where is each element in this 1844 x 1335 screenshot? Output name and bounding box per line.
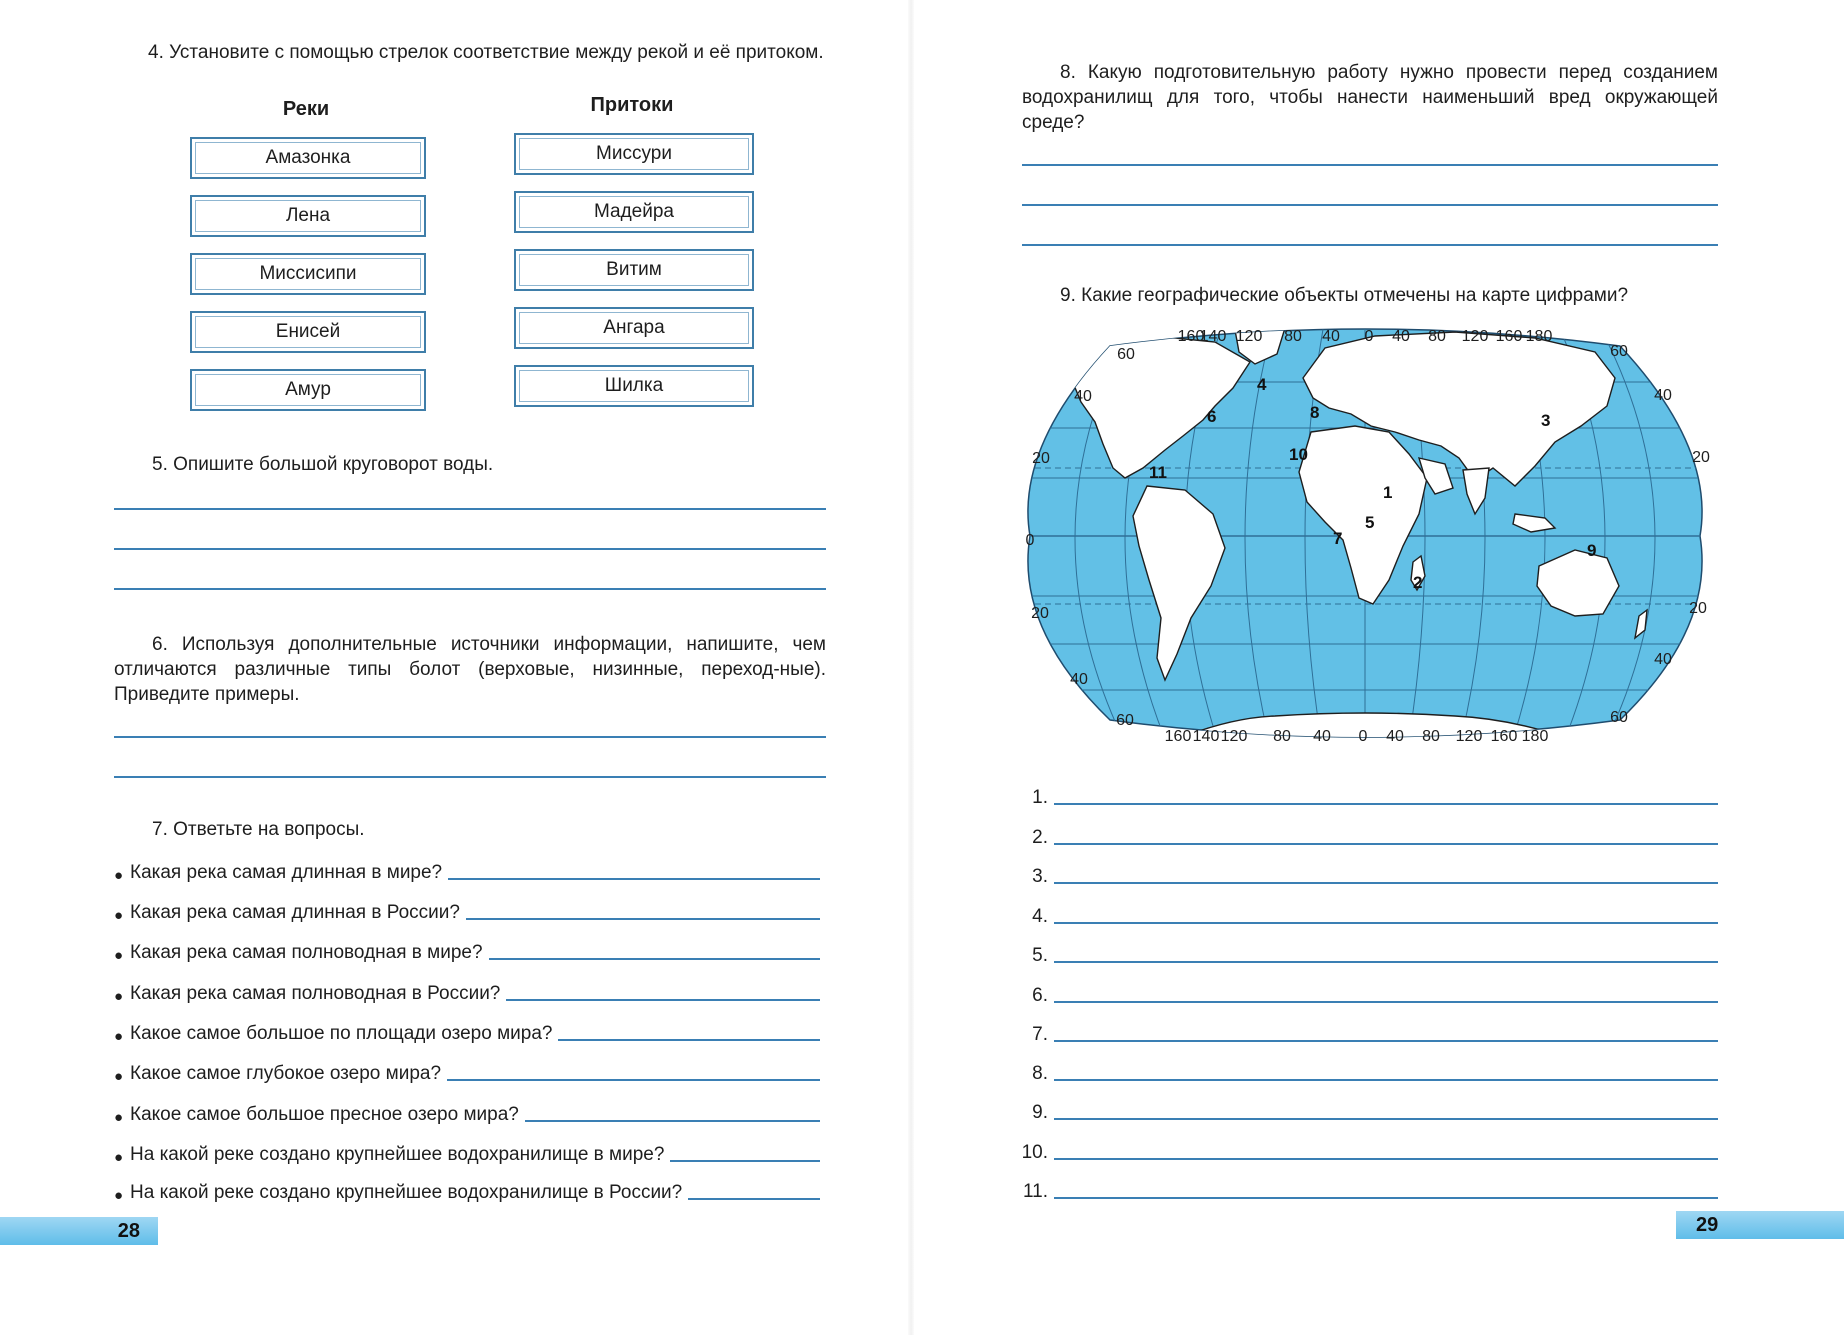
question-7-item[interactable]: ● Какое самое большое по площади озеро мира? bbox=[114, 1019, 820, 1045]
answer-line[interactable] bbox=[1054, 1197, 1718, 1199]
question-7-item[interactable]: ● На какой реке создано крупнейшее водохранилище в России? bbox=[114, 1178, 820, 1204]
longitude-label: 120 bbox=[1235, 328, 1263, 345]
answer-row[interactable]: 10. bbox=[998, 1138, 1718, 1164]
bullet: ● bbox=[114, 867, 124, 884]
answer-line[interactable] bbox=[489, 958, 820, 960]
bullet: ● bbox=[114, 1149, 124, 1166]
answer-line[interactable] bbox=[114, 736, 826, 738]
longitude-label: 140 bbox=[1199, 328, 1227, 345]
map-marker: 1 bbox=[1383, 483, 1393, 502]
answer-line[interactable] bbox=[670, 1160, 820, 1162]
question-7-item[interactable]: ● Какая река самая длинная в мире? bbox=[114, 858, 820, 884]
answer-line[interactable] bbox=[114, 776, 826, 778]
longitude-label: 0 bbox=[1358, 728, 1368, 745]
latitude-label: 20 bbox=[1689, 600, 1707, 617]
latitude-label: 40 bbox=[1070, 671, 1088, 688]
latitude-label: 40 bbox=[1654, 387, 1672, 404]
answer-row[interactable]: 2. bbox=[998, 823, 1718, 849]
question-5-text: 5. Опишите большой круговорот воды. bbox=[152, 454, 494, 475]
map-marker: 11 bbox=[1149, 463, 1167, 482]
page-number: 29 bbox=[1696, 1213, 1719, 1236]
answer-row[interactable]: 1. bbox=[998, 783, 1718, 809]
latitude-label: 60 bbox=[1117, 346, 1135, 363]
bullet: ● bbox=[114, 907, 124, 924]
bullet: ● bbox=[114, 1028, 124, 1045]
question-8-text: 8. Какую подготовительную работу нужно провести перед созданием водохранилищ для того, чтобы нанести наименьший вред окружающей среде? bbox=[1022, 62, 1718, 133]
answer-row[interactable]: 8. bbox=[998, 1059, 1718, 1085]
answer-line[interactable] bbox=[558, 1039, 820, 1041]
longitude-label: 80 bbox=[1422, 728, 1440, 745]
longitude-label: 40 bbox=[1386, 728, 1404, 745]
rivers-column-header: Реки bbox=[282, 98, 330, 120]
page-number-badge bbox=[1676, 1211, 1844, 1239]
page-number: 28 bbox=[117, 1219, 140, 1242]
answer-row[interactable]: 11. bbox=[998, 1177, 1718, 1203]
question-6-text: 6. Используя дополнительные источники информации, напишите, чем отличаются различные типы болот (верховые, низинные, переход-ные). Приведите примеры. bbox=[114, 634, 826, 705]
latitude-label: 20 bbox=[1032, 450, 1050, 467]
answer-line[interactable] bbox=[1022, 204, 1718, 206]
bullet: ● bbox=[114, 1109, 124, 1126]
map-marker: 9 bbox=[1587, 541, 1597, 560]
longitude-label: 40 bbox=[1313, 728, 1331, 745]
answer-row[interactable]: 3. bbox=[998, 862, 1718, 888]
longitude-label: 140 bbox=[1192, 728, 1220, 745]
map-marker: 6 bbox=[1207, 407, 1217, 426]
question-7-item[interactable]: ● Какое самое большое пресное озеро мира? bbox=[114, 1100, 820, 1126]
latitude-label: 20 bbox=[1031, 605, 1049, 622]
longitude-label: 120 bbox=[1455, 728, 1483, 745]
answer-line[interactable] bbox=[1054, 1001, 1718, 1003]
bullet: ● bbox=[114, 1187, 124, 1204]
longitude-label: 160 bbox=[1164, 728, 1192, 745]
river-box[interactable]: Миссисипи bbox=[190, 253, 426, 295]
map-marker: 2 bbox=[1413, 573, 1423, 592]
tributary-box[interactable]: Миссури bbox=[514, 133, 754, 175]
answer-line[interactable] bbox=[1022, 164, 1718, 166]
question-7-item[interactable]: ● Какая река самая полноводная в мире? bbox=[114, 938, 820, 964]
longitude-label: 0 bbox=[1364, 328, 1374, 345]
answer-line[interactable] bbox=[1054, 1040, 1718, 1042]
bullet: ● bbox=[114, 1068, 124, 1085]
longitude-label: 180 bbox=[1525, 328, 1553, 345]
map-coordinate-labels bbox=[1015, 318, 1735, 758]
answer-line[interactable] bbox=[114, 508, 826, 510]
longitude-label: 160 bbox=[1490, 728, 1518, 745]
question-7-text: 7. Ответьте на вопросы. bbox=[152, 819, 365, 840]
answer-line[interactable] bbox=[1054, 1118, 1718, 1120]
longitude-label: 40 bbox=[1392, 328, 1410, 345]
question-7-item[interactable]: ● Какое самое глубокое озеро мира? bbox=[114, 1059, 820, 1085]
river-box[interactable]: Лена bbox=[190, 195, 426, 237]
answer-line[interactable] bbox=[114, 588, 826, 590]
map-marker: 10 bbox=[1289, 445, 1308, 464]
tributary-box[interactable]: Шилка bbox=[514, 365, 754, 407]
bullet: ● bbox=[114, 947, 124, 964]
answer-line[interactable] bbox=[448, 878, 820, 880]
map-marker: 5 bbox=[1365, 513, 1375, 532]
answer-line[interactable] bbox=[1054, 803, 1718, 805]
latitude-label: 0 bbox=[1025, 532, 1035, 549]
river-box[interactable]: Енисей bbox=[190, 311, 426, 353]
river-box[interactable]: Амур bbox=[190, 369, 426, 411]
river-box[interactable]: Амазонка bbox=[190, 137, 426, 179]
answer-line[interactable] bbox=[447, 1079, 820, 1081]
tributary-box[interactable]: Витим bbox=[514, 249, 754, 291]
answer-line[interactable] bbox=[1054, 961, 1718, 963]
longitude-label: 160 bbox=[1495, 328, 1523, 345]
latitude-label: 20 bbox=[1692, 449, 1710, 466]
tributaries-column-header: Притоки bbox=[590, 94, 674, 116]
answer-line[interactable] bbox=[1054, 882, 1718, 884]
question-4-text: 4. Установите с помощью стрелок соответствие между рекой и её притоком. bbox=[148, 42, 824, 63]
longitude-label: 160 bbox=[1177, 328, 1205, 345]
longitude-label: 40 bbox=[1322, 328, 1340, 345]
answer-row[interactable]: 6. bbox=[998, 981, 1718, 1007]
answer-line[interactable] bbox=[1054, 1079, 1718, 1081]
longitude-label: 80 bbox=[1428, 328, 1446, 345]
answer-line[interactable] bbox=[1054, 1158, 1718, 1160]
page-number-badge bbox=[0, 1217, 158, 1245]
answer-line[interactable] bbox=[114, 548, 826, 550]
answer-line[interactable] bbox=[466, 918, 820, 920]
bullet: ● bbox=[114, 988, 124, 1005]
longitude-label: 80 bbox=[1273, 728, 1291, 745]
question-7-item[interactable]: ● Какая река самая полноводная в России? bbox=[114, 979, 820, 1005]
answer-line[interactable] bbox=[1022, 244, 1718, 246]
longitude-label: 120 bbox=[1220, 728, 1248, 745]
latitude-label: 60 bbox=[1610, 709, 1628, 726]
answer-row[interactable]: 7. bbox=[998, 1020, 1718, 1046]
question-7-item[interactable]: ● На какой реке создано крупнейшее водохранилище в мире? bbox=[114, 1140, 820, 1166]
map-marker: 4 bbox=[1257, 375, 1267, 394]
map-marker: 8 bbox=[1310, 403, 1320, 422]
latitude-label: 60 bbox=[1116, 712, 1134, 729]
longitude-label: 80 bbox=[1284, 328, 1302, 345]
answer-line[interactable] bbox=[525, 1120, 820, 1122]
answer-row[interactable]: 9. bbox=[998, 1098, 1718, 1124]
map-marker: 3 bbox=[1541, 411, 1551, 430]
question-9-text: 9. Какие географические объекты отмечены на карте цифрами? bbox=[1060, 285, 1629, 306]
latitude-label: 40 bbox=[1654, 651, 1672, 668]
answer-line[interactable] bbox=[1054, 922, 1718, 924]
answer-row[interactable]: 5. bbox=[998, 941, 1718, 967]
answer-line[interactable] bbox=[506, 999, 820, 1001]
longitude-label: 120 bbox=[1461, 328, 1489, 345]
longitude-label: 180 bbox=[1521, 728, 1549, 745]
left-page bbox=[0, 0, 900, 1335]
question-7-item[interactable]: ● Какая река самая длинная в России? bbox=[114, 898, 820, 924]
latitude-label: 40 bbox=[1074, 388, 1092, 405]
tributary-box[interactable]: Ангара bbox=[514, 307, 754, 349]
latitude-label: 60 bbox=[1610, 343, 1628, 360]
answer-row[interactable]: 4. bbox=[998, 902, 1718, 928]
answer-line[interactable] bbox=[1054, 843, 1718, 845]
map-marker: 7 bbox=[1333, 529, 1343, 548]
answer-line[interactable] bbox=[688, 1198, 820, 1200]
page-gutter bbox=[908, 0, 914, 1335]
tributary-box[interactable]: Мадейра bbox=[514, 191, 754, 233]
